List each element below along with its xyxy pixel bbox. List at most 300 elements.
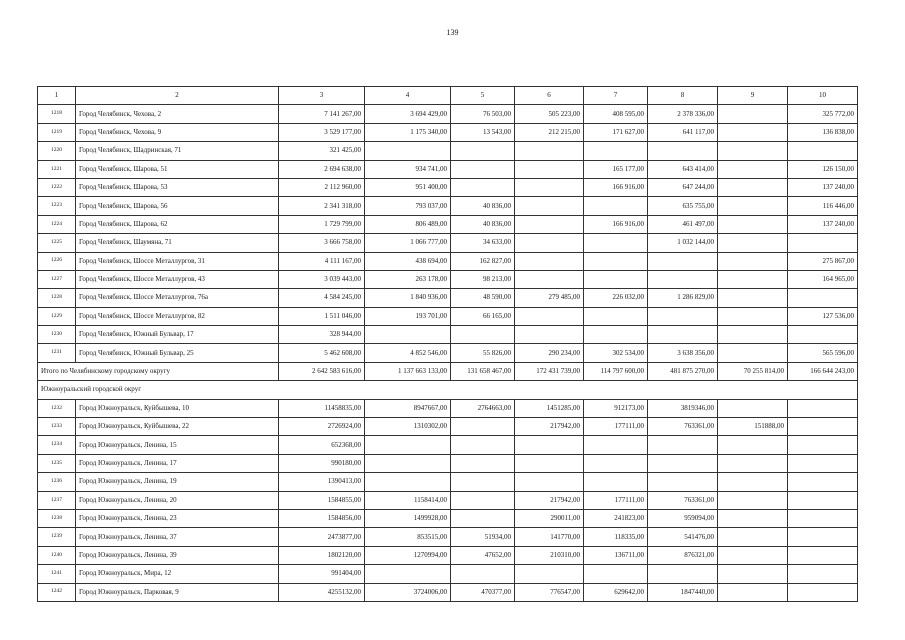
row-number: 1236	[38, 473, 76, 491]
table-row	[38, 252, 858, 270]
value-cell	[718, 399, 788, 417]
total-row	[38, 362, 858, 380]
header-cell: 4	[365, 87, 451, 105]
value-cell	[515, 197, 584, 215]
value-cell	[648, 473, 718, 491]
value-cell	[718, 142, 788, 160]
row-number: 1220	[38, 142, 76, 160]
value-cell	[451, 565, 515, 583]
value-cell	[515, 326, 584, 344]
value-cell	[515, 436, 584, 454]
value-cell: 1270994,00	[365, 546, 451, 564]
table-row	[38, 289, 858, 307]
value-cell: 1584856,00	[279, 509, 365, 527]
value-cell	[648, 454, 718, 472]
value-cell	[515, 234, 584, 252]
value-cell: 171 627,00	[584, 123, 648, 141]
value-cell: 137 240,00	[788, 178, 858, 196]
total-value-cell: 166 644 243,00	[788, 362, 858, 380]
value-cell	[718, 583, 788, 601]
header-cell: 6	[515, 87, 584, 105]
table-row	[38, 326, 858, 344]
value-cell: 193 701,00	[365, 307, 451, 325]
value-cell	[788, 436, 858, 454]
value-cell	[648, 307, 718, 325]
value-cell: 2 112 960,00	[279, 178, 365, 196]
row-number: 1234	[38, 436, 76, 454]
value-cell: 990180,00	[279, 454, 365, 472]
value-cell: 11458835,00	[279, 399, 365, 417]
address-cell: Город Южноуральск, Ленина, 15	[76, 436, 279, 454]
table-row	[38, 270, 858, 288]
address-cell: Город Южноуральск, Ленина, 23	[76, 509, 279, 527]
value-cell: 505 223,00	[515, 105, 584, 123]
value-cell	[584, 197, 648, 215]
value-cell: 1310302,00	[365, 418, 451, 436]
header-cell: 2	[76, 87, 279, 105]
value-cell: 2 694 638,00	[279, 160, 365, 178]
value-cell: 4 111 167,00	[279, 252, 365, 270]
value-cell: 66 165,00	[451, 307, 515, 325]
value-cell	[365, 436, 451, 454]
value-cell	[718, 197, 788, 215]
value-cell: 3 666 758,00	[279, 234, 365, 252]
value-cell	[451, 454, 515, 472]
value-cell: 290 234,00	[515, 344, 584, 362]
table-row	[38, 142, 858, 160]
table-row	[38, 583, 858, 601]
value-cell	[451, 436, 515, 454]
value-cell: 141770,00	[515, 528, 584, 546]
total-label: Итого по Челябинскому городскому округу	[38, 362, 279, 380]
value-cell	[584, 473, 648, 491]
row-number: 1224	[38, 215, 76, 233]
value-cell	[788, 509, 858, 527]
value-cell: 1158414,00	[365, 491, 451, 509]
table-row	[38, 473, 858, 491]
value-cell: 408 595,00	[584, 105, 648, 123]
value-cell	[365, 565, 451, 583]
value-cell: 151888,00	[718, 418, 788, 436]
value-cell	[584, 565, 648, 583]
row-number: 1242	[38, 583, 76, 601]
value-cell: 290011,00	[515, 509, 584, 527]
value-cell	[718, 565, 788, 583]
address-cell: Город Южноуральск, Куйбышева, 10	[76, 399, 279, 417]
value-cell: 776547,00	[515, 583, 584, 601]
value-cell	[515, 473, 584, 491]
value-cell	[648, 436, 718, 454]
header-cell: 9	[718, 87, 788, 105]
value-cell: 177111,00	[584, 491, 648, 509]
value-cell	[451, 160, 515, 178]
table-row	[38, 546, 858, 564]
value-cell: 4255132,00	[279, 583, 365, 601]
value-cell: 3 529 177,00	[279, 123, 365, 141]
header-cell: 7	[584, 87, 648, 105]
value-cell: 137 240,00	[788, 215, 858, 233]
value-cell	[584, 307, 648, 325]
value-cell	[788, 473, 858, 491]
value-cell: 2764663,00	[451, 399, 515, 417]
address-cell: Город Челябинск, Шоссе Металлургов, 43	[76, 270, 279, 288]
value-cell: 212 215,00	[515, 123, 584, 141]
page-number: 139	[446, 28, 459, 37]
table-row	[38, 307, 858, 325]
value-cell: 241823,00	[584, 509, 648, 527]
value-cell: 438 694,00	[365, 252, 451, 270]
value-cell: 210310,00	[515, 546, 584, 564]
value-cell	[584, 454, 648, 472]
value-cell	[515, 160, 584, 178]
value-cell	[648, 565, 718, 583]
value-cell	[718, 215, 788, 233]
value-cell: 162 827,00	[451, 252, 515, 270]
value-cell: 76 503,00	[451, 105, 515, 123]
value-cell	[718, 289, 788, 307]
value-cell	[515, 307, 584, 325]
value-cell	[584, 326, 648, 344]
table-row	[38, 105, 858, 123]
value-cell: 1451285,00	[515, 399, 584, 417]
table-row	[38, 344, 858, 362]
value-cell: 3 694 429,00	[365, 105, 451, 123]
row-number: 1226	[38, 252, 76, 270]
row-number: 1219	[38, 123, 76, 141]
value-cell	[648, 252, 718, 270]
value-cell: 5 462 608,00	[279, 344, 365, 362]
header-cell: 1	[38, 87, 76, 105]
value-cell	[584, 252, 648, 270]
total-value-cell: 1 137 663 133,00	[365, 362, 451, 380]
value-cell	[788, 289, 858, 307]
value-cell	[451, 142, 515, 160]
value-cell	[718, 546, 788, 564]
value-cell: 461 497,00	[648, 215, 718, 233]
value-cell: 2 341 318,00	[279, 197, 365, 215]
value-cell: 635 755,00	[648, 197, 718, 215]
value-cell	[365, 454, 451, 472]
value-cell	[788, 326, 858, 344]
address-cell: Город Челябинск, Шоссе Металлургов, 76а	[76, 289, 279, 307]
table-row	[38, 454, 858, 472]
header-cell: 3	[279, 87, 365, 105]
address-cell: Город Челябинск, Шоссе Металлургов, 82	[76, 307, 279, 325]
value-cell: 217942,00	[515, 418, 584, 436]
address-cell: Город Челябинск, Шаумяна, 71	[76, 234, 279, 252]
value-cell	[788, 454, 858, 472]
value-cell: 127 536,00	[788, 307, 858, 325]
value-cell: 116 446,00	[788, 197, 858, 215]
value-cell	[515, 565, 584, 583]
value-cell: 1390413,00	[279, 473, 365, 491]
value-cell: 934 741,00	[365, 160, 451, 178]
table-row	[38, 197, 858, 215]
row-number: 1227	[38, 270, 76, 288]
address-cell: Город Южноуральск, Мира, 12	[76, 565, 279, 583]
table-row	[38, 160, 858, 178]
value-cell	[648, 142, 718, 160]
table-body	[38, 87, 858, 602]
address-cell: Город Южноуральск, Парковая, 9	[76, 583, 279, 601]
row-number: 1240	[38, 546, 76, 564]
section-row	[38, 381, 858, 399]
value-cell	[515, 215, 584, 233]
value-cell: 1 286 829,00	[648, 289, 718, 307]
value-cell: 1847440,00	[648, 583, 718, 601]
value-cell	[718, 436, 788, 454]
header-cell: 5	[451, 87, 515, 105]
table-row	[38, 509, 858, 527]
value-cell: 991404,00	[279, 565, 365, 583]
value-cell	[365, 326, 451, 344]
value-cell	[718, 454, 788, 472]
value-cell	[365, 473, 451, 491]
value-cell	[451, 473, 515, 491]
value-cell: 763361,00	[648, 418, 718, 436]
value-cell: 3724006,00	[365, 583, 451, 601]
value-cell: 793 037,00	[365, 197, 451, 215]
value-cell: 40 836,00	[451, 215, 515, 233]
address-cell: Город Челябинск, Шарова, 56	[76, 197, 279, 215]
value-cell: 565 596,00	[788, 344, 858, 362]
value-cell: 279 485,00	[515, 289, 584, 307]
value-cell	[718, 528, 788, 546]
value-cell: 541476,00	[648, 528, 718, 546]
value-cell: 7 141 267,00	[279, 105, 365, 123]
address-cell: Город Южноуральск, Ленина, 20	[76, 491, 279, 509]
row-number: 1232	[38, 399, 76, 417]
value-cell	[788, 418, 858, 436]
address-cell: Город Южноуральск, Ленина, 37	[76, 528, 279, 546]
table-row	[38, 528, 858, 546]
value-cell: 1 066 777,00	[365, 234, 451, 252]
address-cell: Город Южноуральск, Ленина, 39	[76, 546, 279, 564]
value-cell	[451, 326, 515, 344]
value-cell: 8947667,00	[365, 399, 451, 417]
value-cell	[515, 270, 584, 288]
value-cell: 321 425,00	[279, 142, 365, 160]
value-cell	[584, 142, 648, 160]
value-cell	[515, 178, 584, 196]
total-value-cell: 481 875 270,00	[648, 362, 718, 380]
value-cell	[788, 491, 858, 509]
value-cell: 647 244,00	[648, 178, 718, 196]
address-cell: Город Челябинск, Шадринская, 71	[76, 142, 279, 160]
value-cell: 136711,00	[584, 546, 648, 564]
data-table	[37, 86, 858, 602]
value-cell	[788, 234, 858, 252]
value-cell: 1 175 340,00	[365, 123, 451, 141]
value-cell	[718, 491, 788, 509]
value-cell: 55 826,00	[451, 344, 515, 362]
total-value-cell: 2 642 583 616,00	[279, 362, 365, 380]
value-cell	[584, 234, 648, 252]
total-value-cell: 70 255 814,00	[718, 362, 788, 380]
value-cell	[718, 105, 788, 123]
value-cell: 51934,00	[451, 528, 515, 546]
value-cell	[584, 436, 648, 454]
total-value-cell: 172 431 739,00	[515, 362, 584, 380]
row-number: 1230	[38, 326, 76, 344]
value-cell: 164 965,00	[788, 270, 858, 288]
value-cell: 166 916,00	[584, 215, 648, 233]
value-cell	[788, 399, 858, 417]
row-number: 1223	[38, 197, 76, 215]
value-cell: 226 032,00	[584, 289, 648, 307]
value-cell: 1 840 936,00	[365, 289, 451, 307]
value-cell	[584, 270, 648, 288]
header-cell: 8	[648, 87, 718, 105]
value-cell: 4 584 245,00	[279, 289, 365, 307]
value-cell	[788, 142, 858, 160]
value-cell: 47652,00	[451, 546, 515, 564]
table-row	[38, 436, 858, 454]
value-cell: 876321,00	[648, 546, 718, 564]
value-cell	[718, 270, 788, 288]
value-cell	[788, 583, 858, 601]
row-number: 1241	[38, 565, 76, 583]
row-number: 1238	[38, 509, 76, 527]
table-row	[38, 399, 858, 417]
value-cell: 1802120,00	[279, 546, 365, 564]
value-cell: 853515,00	[365, 528, 451, 546]
value-cell: 34 633,00	[451, 234, 515, 252]
value-cell	[718, 344, 788, 362]
value-cell: 959094,00	[648, 509, 718, 527]
address-cell: Город Челябинск, Чехова, 9	[76, 123, 279, 141]
value-cell	[451, 178, 515, 196]
value-cell: 118335,00	[584, 528, 648, 546]
value-cell: 13 543,00	[451, 123, 515, 141]
value-cell: 98 213,00	[451, 270, 515, 288]
row-number: 1221	[38, 160, 76, 178]
value-cell: 763361,00	[648, 491, 718, 509]
value-cell: 912173,00	[584, 399, 648, 417]
value-cell: 806 489,00	[365, 215, 451, 233]
row-number: 1233	[38, 418, 76, 436]
value-cell	[788, 528, 858, 546]
row-number: 1228	[38, 289, 76, 307]
value-cell: 1 729 799,00	[279, 215, 365, 233]
value-cell	[718, 307, 788, 325]
value-cell: 126 150,00	[788, 160, 858, 178]
value-cell: 2473877,00	[279, 528, 365, 546]
value-cell: 3819346,00	[648, 399, 718, 417]
value-cell	[648, 326, 718, 344]
header-cell: 10	[788, 87, 858, 105]
address-cell: Город Челябинск, Шоссе Металлургов, 31	[76, 252, 279, 270]
value-cell: 302 534,00	[584, 344, 648, 362]
value-cell: 2726924,00	[279, 418, 365, 436]
value-cell: 470377,00	[451, 583, 515, 601]
table-row	[38, 234, 858, 252]
value-cell: 641 117,00	[648, 123, 718, 141]
value-cell	[648, 270, 718, 288]
row-number: 1231	[38, 344, 76, 362]
value-cell	[451, 509, 515, 527]
value-cell	[451, 491, 515, 509]
value-cell: 643 414,00	[648, 160, 718, 178]
value-cell: 325 772,00	[788, 105, 858, 123]
value-cell: 177111,00	[584, 418, 648, 436]
table-row	[38, 215, 858, 233]
row-number: 1225	[38, 234, 76, 252]
value-cell: 1584855,00	[279, 491, 365, 509]
value-cell: 275 867,00	[788, 252, 858, 270]
table-row	[38, 491, 858, 509]
value-cell	[451, 418, 515, 436]
value-cell: 1 511 046,00	[279, 307, 365, 325]
row-number: 1239	[38, 528, 76, 546]
value-cell: 629642,00	[584, 583, 648, 601]
value-cell: 328 944,00	[279, 326, 365, 344]
row-number: 1235	[38, 454, 76, 472]
value-cell: 3 638 356,00	[648, 344, 718, 362]
total-value-cell: 114 797 600,00	[584, 362, 648, 380]
address-cell: Город Южноуральск, Ленина, 17	[76, 454, 279, 472]
table-row	[38, 418, 858, 436]
value-cell: 166 916,00	[584, 178, 648, 196]
value-cell	[718, 252, 788, 270]
value-cell: 165 177,00	[584, 160, 648, 178]
row-number: 1218	[38, 105, 76, 123]
table-row	[38, 565, 858, 583]
total-value-cell: 131 658 467,00	[451, 362, 515, 380]
value-cell	[788, 565, 858, 583]
value-cell	[718, 160, 788, 178]
value-cell	[718, 473, 788, 491]
value-cell: 1499928,00	[365, 509, 451, 527]
value-cell	[718, 178, 788, 196]
address-cell: Город Челябинск, Шарова, 62	[76, 215, 279, 233]
value-cell: 217942,00	[515, 491, 584, 509]
value-cell	[515, 252, 584, 270]
table-row	[38, 178, 858, 196]
value-cell	[718, 509, 788, 527]
value-cell: 3 039 443,00	[279, 270, 365, 288]
value-cell: 40 836,00	[451, 197, 515, 215]
address-cell: Город Челябинск, Чехова, 2	[76, 105, 279, 123]
value-cell	[515, 454, 584, 472]
value-cell: 652368,00	[279, 436, 365, 454]
value-cell	[718, 326, 788, 344]
value-cell: 951 400,00	[365, 178, 451, 196]
address-cell: Город Южноуральск, Ленина, 19	[76, 473, 279, 491]
row-number: 1222	[38, 178, 76, 196]
value-cell	[788, 546, 858, 564]
header-row	[38, 87, 858, 105]
address-cell: Город Южноуральск, Куйбышева, 22	[76, 418, 279, 436]
value-cell: 1 032 144,00	[648, 234, 718, 252]
value-cell: 48 590,00	[451, 289, 515, 307]
address-cell: Город Челябинск, Шарова, 51	[76, 160, 279, 178]
value-cell	[365, 142, 451, 160]
value-cell	[718, 234, 788, 252]
address-cell: Город Челябинск, Южный Бульвар, 25	[76, 344, 279, 362]
table-row	[38, 123, 858, 141]
address-cell: Город Челябинск, Южный Бульвар, 17	[76, 326, 279, 344]
address-cell: Город Челябинск, Шарова, 53	[76, 178, 279, 196]
value-cell	[515, 142, 584, 160]
value-cell: 2 378 336,00	[648, 105, 718, 123]
value-cell: 263 178,00	[365, 270, 451, 288]
value-cell	[718, 123, 788, 141]
value-cell: 136 838,00	[788, 123, 858, 141]
value-cell: 4 852 546,00	[365, 344, 451, 362]
section-title: Южноуральский городской округ	[38, 381, 858, 399]
row-number: 1229	[38, 307, 76, 325]
